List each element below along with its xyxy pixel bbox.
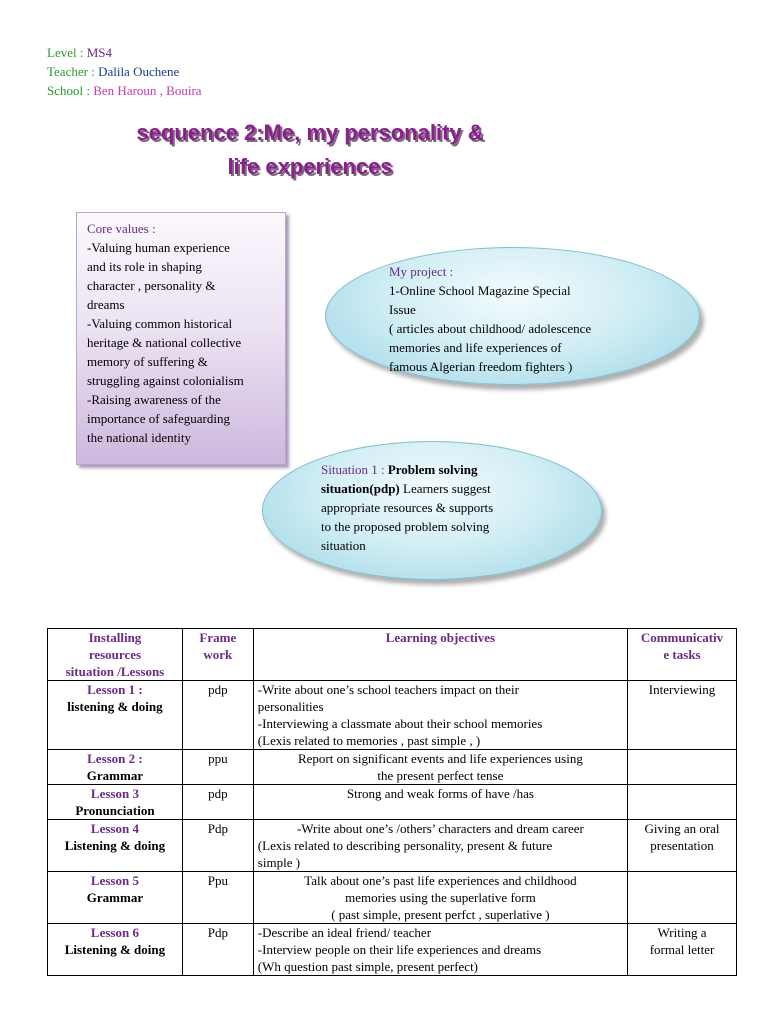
objective-line: Report on significant events and life experiences using bbox=[297, 751, 583, 766]
lesson-cell bbox=[48, 750, 183, 785]
level-line bbox=[47, 43, 202, 62]
lesson-number: Lesson 1 : bbox=[87, 682, 143, 697]
task-cell bbox=[628, 785, 737, 820]
header-framework bbox=[182, 629, 253, 681]
header-text: work bbox=[203, 647, 233, 662]
core-values-line: struggling against colonialism bbox=[87, 373, 244, 388]
lesson-skill: Grammar bbox=[86, 768, 144, 783]
situation-rest: Learners suggest bbox=[399, 481, 491, 496]
header-tasks bbox=[628, 629, 737, 681]
core-values-line: -Valuing common historical bbox=[87, 316, 233, 331]
objective-line: ( past simple, present perfct , superlative ) bbox=[331, 907, 550, 922]
objectives-cell bbox=[253, 820, 627, 872]
situation-line: to the proposed problem solving bbox=[321, 519, 490, 534]
lesson-cell bbox=[48, 872, 183, 924]
header-lessons bbox=[48, 629, 183, 681]
teacher-value: Dalila Ouchene bbox=[98, 64, 180, 79]
core-values-line: and its role in shaping bbox=[87, 259, 202, 274]
lesson-number: Lesson 6 bbox=[90, 925, 139, 940]
lesson-skill: Listening & doing bbox=[64, 838, 166, 853]
task-cell bbox=[628, 872, 737, 924]
objective-line: (Lexis related to memories , past simple , ) bbox=[257, 733, 481, 748]
framework-cell: Pdp bbox=[182, 924, 253, 976]
school-label: School : bbox=[47, 83, 90, 98]
project-line: memories and life experiences of bbox=[389, 340, 562, 355]
objective-line: memories using the superlative form bbox=[345, 890, 536, 905]
project-line: Issue bbox=[389, 302, 416, 317]
task-line: presentation bbox=[650, 838, 714, 853]
task-line: formal letter bbox=[649, 942, 715, 957]
task-line: Interviewing bbox=[648, 682, 716, 697]
framework-cell: Pdp bbox=[182, 820, 253, 872]
task-line: Writing a bbox=[657, 925, 707, 940]
core-values-line: dreams bbox=[87, 297, 125, 312]
task-cell bbox=[628, 750, 737, 785]
table-header-row bbox=[48, 629, 737, 681]
lesson-skill: Grammar bbox=[86, 890, 144, 905]
lesson-cell bbox=[48, 924, 183, 976]
lessons-table bbox=[47, 628, 737, 976]
objectives-cell bbox=[253, 924, 627, 976]
table-row bbox=[48, 924, 737, 976]
lesson-number: Lesson 4 bbox=[90, 821, 139, 836]
objective-line: Strong and weak forms of have /has bbox=[346, 786, 534, 801]
objective-line: -Write about one’s /others’ characters and dream career bbox=[296, 821, 584, 836]
lesson-number: Lesson 5 bbox=[90, 873, 139, 888]
objectives-cell bbox=[253, 750, 627, 785]
table-row bbox=[48, 785, 737, 820]
core-values-line: importance of safeguarding bbox=[87, 411, 230, 426]
situation-text bbox=[321, 460, 493, 555]
header-info bbox=[47, 43, 202, 100]
framework-cell: Ppu bbox=[182, 872, 253, 924]
objectives-cell bbox=[253, 785, 627, 820]
core-values-line: character , personality & bbox=[87, 278, 216, 293]
lesson-number: Lesson 3 bbox=[90, 786, 139, 801]
core-values-line: memory of suffering & bbox=[87, 354, 208, 369]
table-row bbox=[48, 872, 737, 924]
objectives-cell bbox=[253, 681, 627, 750]
objective-line: (Wh question past simple, present perfect) bbox=[257, 959, 479, 974]
project-line: ( articles about childhood/ adolescence bbox=[389, 321, 592, 336]
teacher-line bbox=[47, 62, 202, 81]
situation-heading: Situation 1 : bbox=[321, 462, 385, 477]
situation-bold: Problem solving bbox=[387, 462, 478, 477]
page-title-line-2: life experiences bbox=[227, 154, 393, 179]
page-title-line-1: sequence 2:Me, my personality & bbox=[136, 120, 484, 145]
objective-line: simple ) bbox=[257, 855, 301, 870]
header-text: situation /Lessons bbox=[65, 664, 165, 679]
table-row bbox=[48, 750, 737, 785]
lesson-skill: listening & doing bbox=[67, 699, 163, 714]
level-label: Level : bbox=[47, 45, 84, 60]
objective-line: -Interview people on their life experiences and dreams bbox=[257, 942, 542, 957]
teacher-label: Teacher : bbox=[47, 64, 95, 79]
project-line: 1-Online School Magazine Special bbox=[389, 283, 571, 298]
lesson-cell bbox=[48, 785, 183, 820]
core-values-line: heritage & national collective bbox=[87, 335, 242, 350]
lesson-skill: Listening & doing bbox=[64, 942, 166, 957]
situation-line: appropriate resources & supports bbox=[321, 500, 494, 515]
objective-line: personalities bbox=[257, 699, 324, 714]
level-value: MS4 bbox=[86, 45, 113, 60]
lesson-number: Lesson 2 : bbox=[87, 751, 143, 766]
core-values-line: the national identity bbox=[87, 430, 191, 445]
header-text: Communicativ bbox=[640, 630, 724, 645]
situation-bold-2: situation(pdp) bbox=[321, 481, 400, 496]
core-values-line: -Raising awareness of the bbox=[87, 392, 221, 407]
table-row bbox=[48, 681, 737, 750]
core-values-heading: Core values : bbox=[87, 221, 156, 236]
objective-line: Talk about one’s past life experiences and childhood bbox=[304, 873, 577, 888]
task-cell bbox=[628, 681, 737, 750]
objective-line: -Write about one’s school teachers impact on their bbox=[257, 682, 519, 697]
school-line bbox=[47, 81, 202, 100]
task-cell bbox=[628, 924, 737, 976]
header-text: Installing bbox=[88, 630, 142, 645]
framework-cell: ppu bbox=[182, 750, 253, 785]
framework-cell: pdp bbox=[182, 681, 253, 750]
situation-line-1 bbox=[321, 460, 493, 479]
header-objectives: Learning objectives bbox=[253, 629, 627, 681]
core-values-line: -Valuing human experience bbox=[87, 240, 230, 255]
lesson-skill: Pronunciation bbox=[75, 803, 155, 818]
core-values-box bbox=[76, 212, 286, 465]
school-value: Ben Haroun , Bouira bbox=[93, 83, 202, 98]
situation-line: situation bbox=[321, 538, 366, 553]
project-heading: My project : bbox=[389, 264, 454, 279]
project-line: famous Algerian freedom fighters ) bbox=[389, 359, 573, 374]
situation-line-2 bbox=[321, 479, 493, 498]
objective-line: (Lexis related to describing personality, present & future bbox=[257, 838, 553, 853]
objectives-cell bbox=[253, 872, 627, 924]
objective-line: the present perfect tense bbox=[377, 768, 504, 783]
project-text bbox=[389, 262, 591, 374]
lesson-cell bbox=[48, 820, 183, 872]
table-row bbox=[48, 820, 737, 872]
objective-line: -Describe an ideal friend/ teacher bbox=[257, 925, 432, 940]
framework-cell: pdp bbox=[182, 785, 253, 820]
lesson-cell bbox=[48, 681, 183, 750]
objective-line: -Interviewing a classmate about their school memories bbox=[257, 716, 543, 731]
header-text: Frame bbox=[199, 630, 237, 645]
task-line: Giving an oral bbox=[644, 821, 720, 836]
header-text: e tasks bbox=[663, 647, 701, 662]
header-text: resources bbox=[88, 647, 142, 662]
task-cell bbox=[628, 820, 737, 872]
